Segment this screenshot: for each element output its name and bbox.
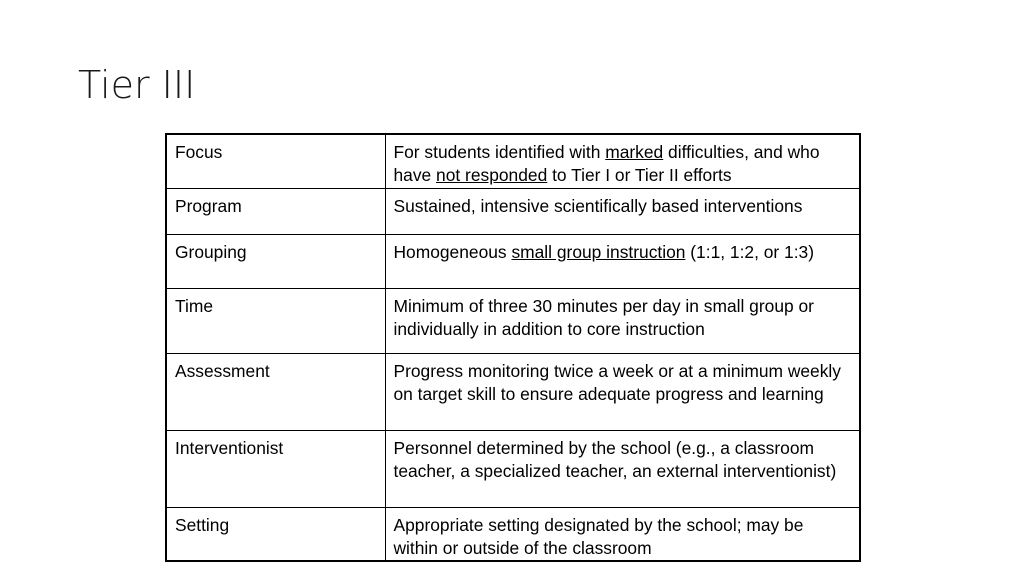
underlined-text: marked [605, 142, 664, 162]
table-row-time [166, 288, 860, 353]
table-row-assessment [166, 353, 860, 430]
row-description [385, 288, 860, 353]
description-text: Homogeneous [393, 241, 512, 262]
row-description [385, 134, 860, 188]
description-text: Progress monitoring twice a week or at a minimum weekly on target skill to ensure adequate progress and learning [393, 360, 841, 404]
row-label: Program [166, 188, 385, 234]
row-label: Setting [166, 507, 385, 561]
row-description [385, 430, 860, 507]
row-description [385, 234, 860, 288]
row-label: Time [166, 288, 385, 353]
slide-title: Tier III [78, 63, 196, 107]
description-text: Personnel determined by the school (e.g., a classroom teacher, a specialized teacher, an external interventionist) [393, 437, 837, 481]
row-description [385, 353, 860, 430]
row-label: Interventionist [166, 430, 385, 507]
description-text: Sustained, intensive scientifically based interventions [393, 195, 803, 216]
table-row-program [166, 188, 860, 234]
description-text: For students identified with [393, 142, 606, 162]
table-row-focus [166, 134, 860, 188]
table-row-interventionist [166, 430, 860, 507]
row-label: Focus [166, 134, 385, 188]
underlined-text: not responded [436, 165, 548, 185]
description-text: Minimum of three 30 minutes per day in small group or individually in addition to core instruction [393, 295, 814, 339]
description-text: (1:1, 1:2, or 1:3) [685, 241, 814, 262]
underlined-text: small group instruction [511, 241, 686, 262]
row-label: Assessment [166, 353, 385, 430]
table-row-setting [166, 507, 860, 561]
table-row-grouping [166, 234, 860, 288]
row-description [385, 188, 860, 234]
description-text: to Tier I or Tier II efforts [547, 165, 732, 185]
row-description [385, 507, 860, 561]
description-text: Appropriate setting designated by the school; may be within or outside of the classroom [393, 514, 804, 558]
row-label: Grouping [166, 234, 385, 288]
tier-table [165, 133, 861, 562]
description-text: difficulties, and who have [393, 142, 820, 185]
